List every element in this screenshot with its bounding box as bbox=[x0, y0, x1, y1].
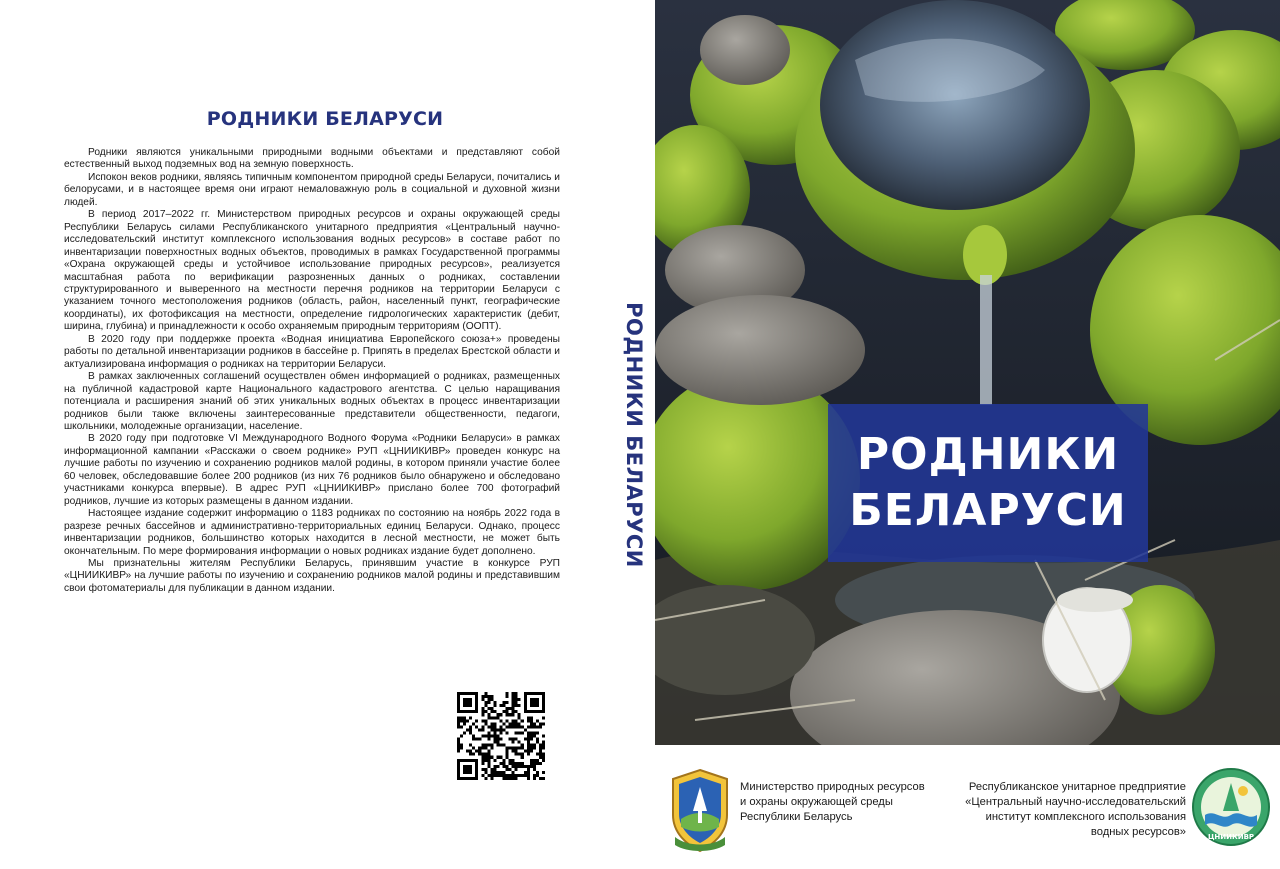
ministry-line-2: и охраны окружающей среды bbox=[740, 796, 893, 808]
spine bbox=[612, 0, 655, 869]
institute-name bbox=[946, 780, 1186, 840]
cover-footer bbox=[655, 745, 1280, 869]
ministry-line-1: Министерство природных ресурсов bbox=[740, 781, 925, 793]
institute-line-3: институт комплексного использования bbox=[985, 811, 1186, 823]
cover-photo-spring bbox=[655, 0, 1280, 745]
institute-line-4: водных ресурсов» bbox=[1090, 826, 1186, 838]
rock bbox=[655, 295, 865, 405]
back-cover-title: РОДНИКИ БЕЛАРУСИ bbox=[206, 108, 444, 130]
ministry-name bbox=[740, 780, 940, 825]
spine-title: РОДНИКИ БЕЛАРУСИ bbox=[621, 302, 646, 568]
paragraph-3: В период 2017–2022 гг. Министерством природных ресурсов и охраны окружающей среды Республики Беларусь силами Республиканского унитарного предприятия «Центральный научно-исследовательский институт комплексного использования водных ресурсов» в составе работ по инвентаризации поверхностных водных объектов, проводимых в рамках Государственной программы «Охрана окружающей среды и устойчивое использование природных ресурсов», реализуется масштабная работа по верификации разрозненных данных о родниках, составлении структурированного и выверенного на местности перечня родников на территории Беларуси с указанием точного местоположения родников (область, район, населенный пункт, географические координаты), их фотофиксация на местности, определение гидрологических характеристик (дебит, ширина, глубина) и принадлежности к особо охраняемым природным территориям (ООПТ). bbox=[64, 209, 560, 333]
institute-line-1: Республиканское унитарное предприятие bbox=[968, 781, 1186, 793]
institute-logo-text: ЦНИИКИВР bbox=[1207, 833, 1255, 841]
rock bbox=[700, 15, 790, 85]
back-cover-body bbox=[64, 147, 560, 595]
cover-title-line-2: БЕЛАРУСИ bbox=[849, 485, 1127, 536]
paragraph-6: В 2020 году при подготовке VI Международного Водного Форума «Родники Беларуси» в рамках информационной кампании «Расскажи о своем роднике» РУП «ЦНИИКИВР» проведен конкурс на лучшие работы по изучению и сохранению родников малой родины, в котором приняли участие более 60 человек, обследовавшие более 200 родников (из них 76 родников было обнаружено и обследовано участниками конкурса впервые). В адрес РУП «ЦНИИКИВР» прислано более 700 фотографий родников, лучшие из которых размещены в данном издании. bbox=[64, 433, 560, 507]
paragraph-7: Настоящее издание содержит информацию о 1183 родниках по состоянию на ноябрь 2022 года в разрезе речных бассейнов и административно-территориальных единиц Беларуси. Однако, процесс инвентаризации родников, большинство которых находится в лесной местности, не может быть окончательным. По мере формирования информации о новых родниках издание будет дополнено. bbox=[64, 508, 560, 557]
cover-title-line-1: РОДНИКИ bbox=[856, 429, 1120, 480]
mug-rim bbox=[1057, 588, 1133, 612]
ministry-line-3: Республики Беларусь bbox=[740, 811, 853, 823]
cover-title-box bbox=[828, 404, 1148, 562]
institute-emblem-icon bbox=[1191, 767, 1271, 847]
paragraph-1: Родники являются уникальными природными водными объектами и представляют собой естественный выход подземных вод на земную поверхность. bbox=[64, 147, 560, 171]
paragraph-8: Мы признательны жителям Республики Беларусь, принявшим участие в конкурсе РУП «ЦНИИКИВР» на лучшие работы по изучению и сохранению родников малой родины и представившим свои фотоматериалы для публикации в данном издании. bbox=[64, 557, 560, 594]
water-stream bbox=[980, 275, 992, 405]
paragraph-2: Испокон веков родники, являясь типичным компонентом природной среды Беларуси, почитались и белорусами, и в настоящее время они играют немаловажную роль в социальной и духовной жизни людей. bbox=[64, 171, 560, 208]
paragraph-5: В рамках заключенных соглашений осуществлен обмен информацией о родниках, размещенных на публичной кадастровой карте Национального кадастрового агентства. С целью наращивания потенциала и расширения знаний об этих уникальных водных объектах в процесс инвентаризации родников были также включены заинтересованные представители общественности, педагоги, школьники, молодежные организации, население. bbox=[64, 371, 560, 432]
ministry-emblem-icon bbox=[667, 767, 733, 853]
institute-line-2: «Центральный научно-исследовательский bbox=[965, 796, 1186, 808]
qr-code[interactable] bbox=[457, 692, 545, 780]
back-cover bbox=[0, 0, 612, 869]
well-water bbox=[820, 0, 1090, 210]
paragraph-4: В 2020 году при поддержке проекта «Водная инициатива Европейского союза+» проведены работы по детальной инвентаризации родников в бассейне р. Припять в пределах Брестской области и актуализирована информация о родниках на территории Беларуси. bbox=[64, 333, 560, 370]
front-cover bbox=[655, 0, 1280, 869]
